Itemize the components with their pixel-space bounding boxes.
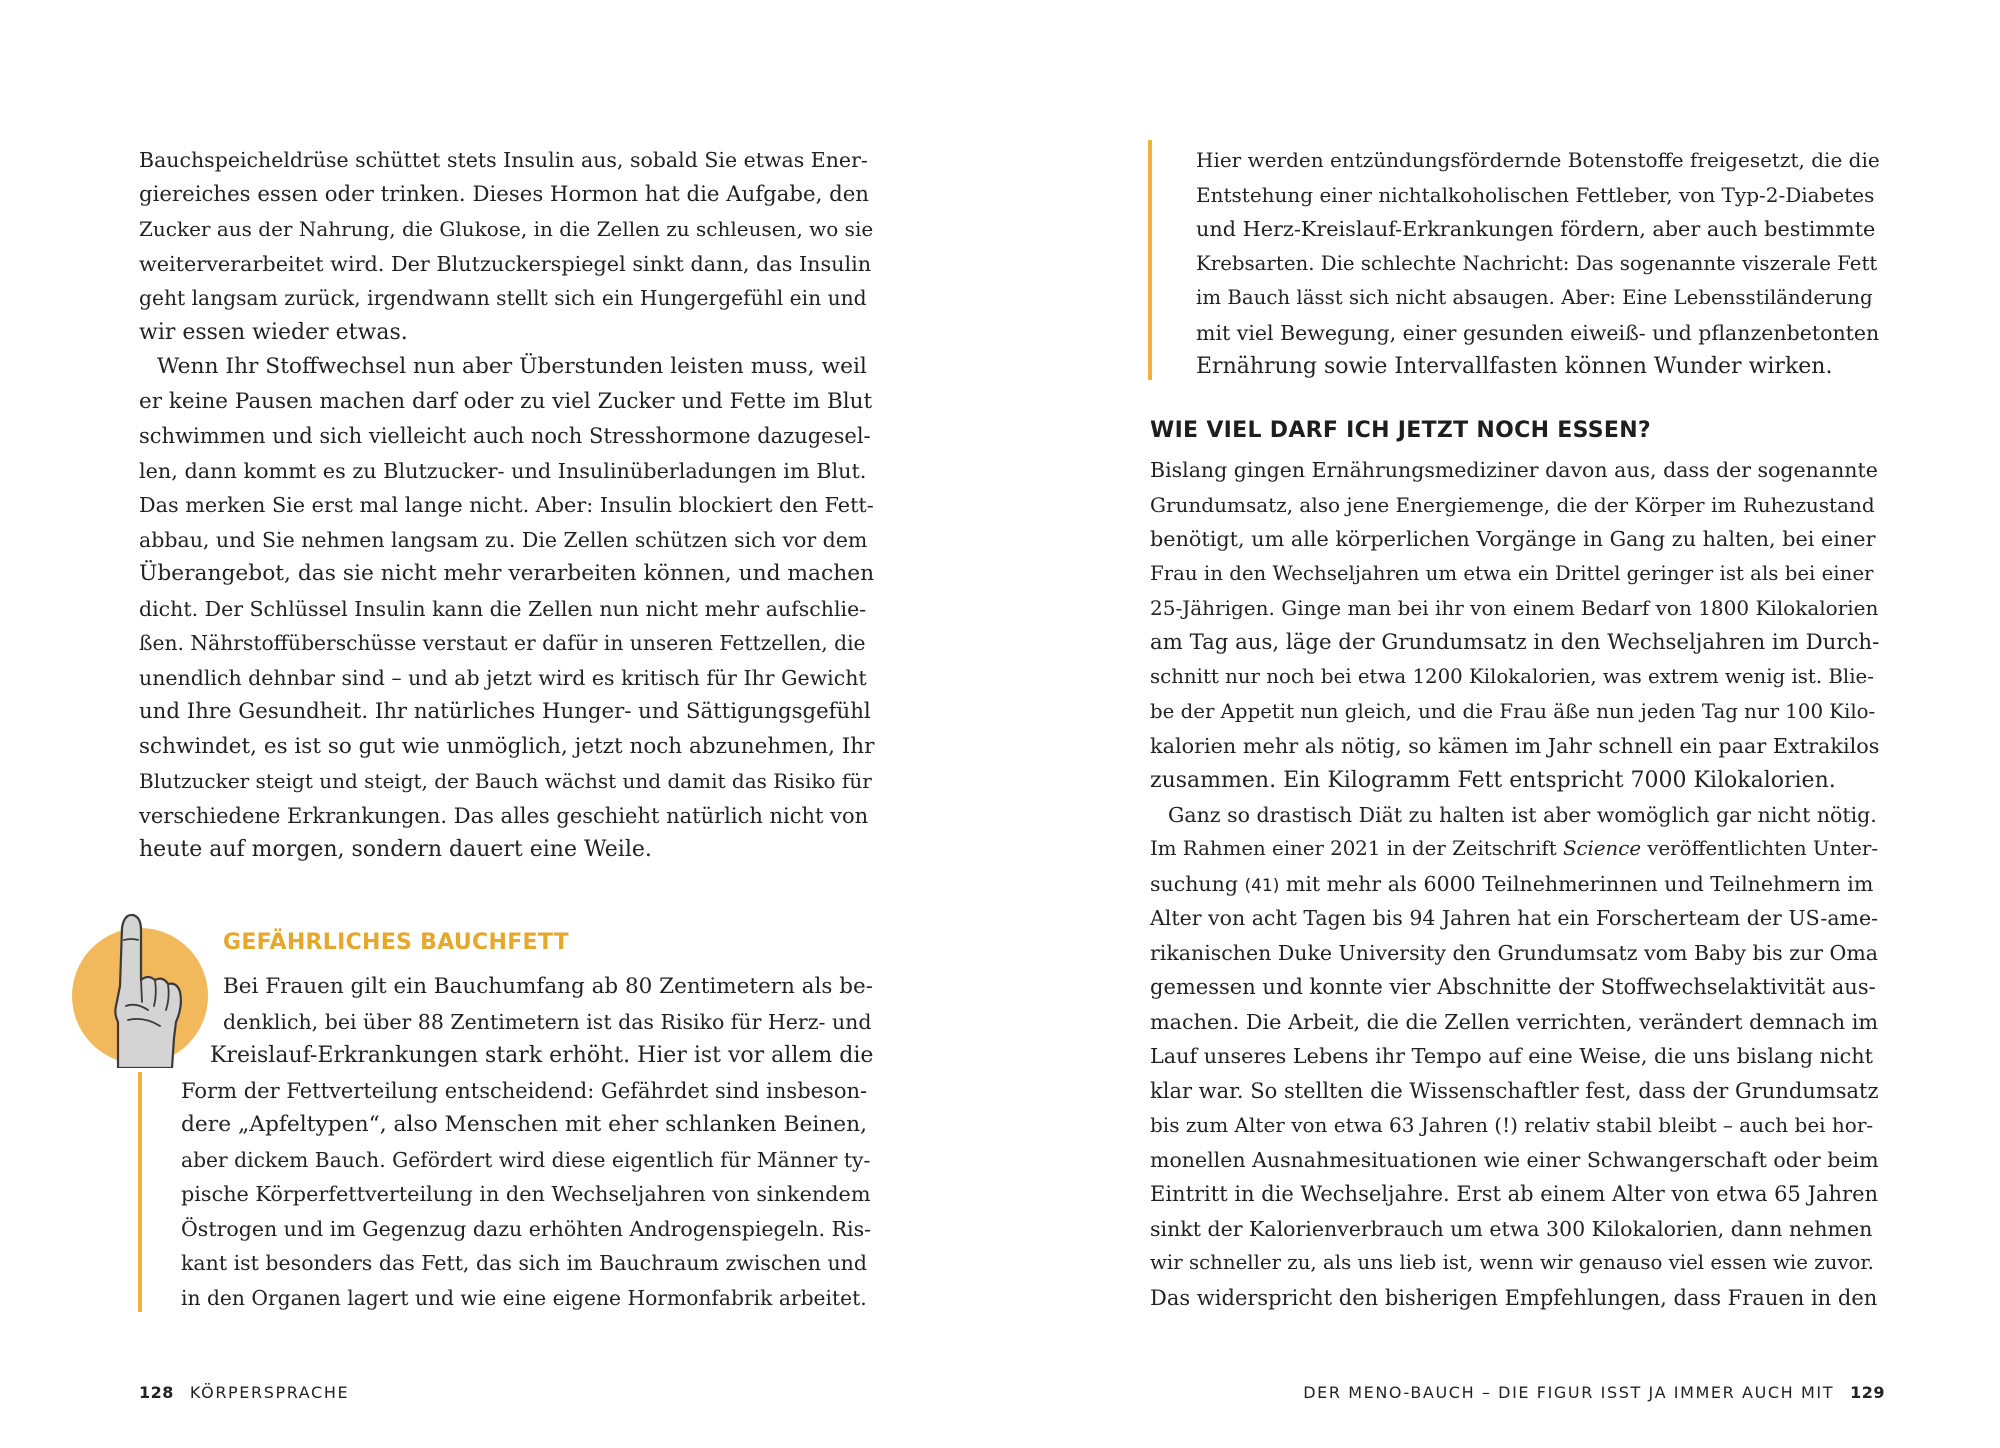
text-line: pische Körperfettverteilung in den Wechseljahren von sinkendem xyxy=(181,1182,871,1206)
text-line: im Bauch lässt sich nicht absaugen. Aber: Eine Lebensstiländerung xyxy=(1196,286,1873,309)
text-line: Frau in den Wechseljahren um etwa ein Drittel geringer ist als bei einer xyxy=(1150,561,1874,585)
text-line: gemessen und konnte vier Abschnitte der Stoffwechselaktivität aus- xyxy=(1150,975,1876,999)
text-line: Das merken Sie erst mal lange nicht. Aber: Insulin blockiert den Fett- xyxy=(139,493,874,517)
text-line: 25-Jährigen. Ginge man bei ihr von einem Bedarf von 1800 Kilokalorien xyxy=(1150,596,1879,620)
text-line: monellen Ausnahmesituationen wie einer Schwangerschaft oder beim xyxy=(1150,1147,1879,1172)
running-head: KÖRPERSPRACHE xyxy=(189,1383,350,1402)
text-line: sinkt der Kalorienverbrauch um etwa 300 Kilokalorien, dann nehmen xyxy=(1150,1216,1873,1241)
text-line: wir essen wieder etwas. xyxy=(139,319,408,345)
text-line: Alter von acht Tagen bis 94 Jahren hat ein Forscherteam der US-ame- xyxy=(1150,906,1879,930)
pointing-finger-icon xyxy=(68,910,216,1068)
text-line: er keine Pausen machen darf oder zu viel Zucker und Fette im Blut xyxy=(139,388,873,414)
box-accent-bar-right xyxy=(1148,140,1152,380)
right-footer xyxy=(1303,1381,1885,1405)
text-line: am Tag aus, läge der Grundumsatz in den Wechseljahren im Durch- xyxy=(1150,629,1880,655)
reference-number: (41) xyxy=(1244,876,1280,896)
text-line: Krebsarten. Die schlechte Nachricht: Das sogenannte viszerale Fett xyxy=(1196,251,1878,275)
text-line: machen. Die Arbeit, die die Zellen verrichten, verändert demnach im xyxy=(1150,1009,1879,1034)
text-line: Überangebot, das sie nicht mehr verarbeiten können, und machen xyxy=(139,561,875,586)
text-line: aber dickem Bauch. Gefördert wird diese eigentlich für Männer ty- xyxy=(181,1147,871,1172)
text-line: verschiedene Erkrankungen. Das alles geschieht natürlich nicht von xyxy=(139,803,869,828)
text-line: schwindet, es ist so gut wie unmöglich, jetzt noch abzunehmen, Ihr xyxy=(139,733,875,759)
text-line: geht langsam zurück, irgendwann stellt sich ein Hungergefühl ein und xyxy=(139,286,867,310)
right-page xyxy=(1000,0,2000,1448)
text-line: ßen. Nährstoffüberschüsse verstaut er dafür in unseren Fettzellen, die xyxy=(139,631,866,655)
text-line: abbau, und Sie nehmen langsam zu. Die Zellen schützen sich vor dem xyxy=(139,527,868,552)
page-number: 128 xyxy=(139,1383,174,1402)
text-line: Wenn Ihr Stoffwechsel nun aber Überstunden leisten muss, weil xyxy=(157,354,867,379)
text-line: Ernährung sowie Intervallfasten können Wunder wirken. xyxy=(1196,354,1833,379)
text-line: Lauf unseres Lebens ihr Tempo auf eine Weise, die uns bislang nicht xyxy=(1150,1044,1873,1068)
running-head: DER MENO-BAUCH – DIE FIGUR ISST JA IMMER AUCH MIT xyxy=(1303,1383,1835,1402)
text-line: in den Organen lagert und wie eine eigene Hormonfabrik arbeitet. xyxy=(181,1285,867,1310)
text-line: und Ihre Gesundheit. Ihr natürliches Hunger- und Sättigungsgefühl xyxy=(139,699,871,724)
text-line: klar war. So stellten die Wissenschaftler fest, dass der Grundumsatz xyxy=(1150,1078,1879,1103)
text-line: rikanischen Duke University den Grundumsatz vom Baby bis zur Oma xyxy=(1150,940,1878,965)
text-line: wir schneller zu, als uns lieb ist, wenn wir genauso viel essen wie zuvor. xyxy=(1150,1251,1874,1274)
text-line: denklich, bei über 88 Zentimetern ist das Risiko für Herz- und xyxy=(223,1009,872,1034)
text-line: Bei Frauen gilt ein Bauchumfang ab 80 Zentimetern als be- xyxy=(223,974,873,999)
text-line: und Herz-Kreislauf-Erkrankungen fördern, aber auch bestimmte xyxy=(1196,217,1876,241)
page-number: 129 xyxy=(1850,1383,1885,1402)
text-line: weiterverarbeitet wird. Der Blutzuckerspiegel sinkt dann, das Insulin xyxy=(139,251,872,276)
text-line: Kreislauf-Erkrankungen stark erhöht. Hier ist vor allem die xyxy=(210,1043,874,1068)
text-line: schwimmen und sich vielleicht auch noch Stresshormone dazugesel- xyxy=(139,424,871,448)
text-line: Bislang gingen Ernährungsmediziner davon aus, dass der sogenannte xyxy=(1150,458,1878,482)
text-line: bis zum Alter von etwa 63 Jahren (!) relativ stabil bleibt – auch bei hor- xyxy=(1150,1113,1874,1137)
text-line: len, dann kommt es zu Blutzucker- und Insulinüberladungen im Blut. xyxy=(139,458,867,483)
text-line: benötigt, um alle körperlichen Vorgänge in Gang zu halten, bei einer xyxy=(1150,527,1876,551)
text-line: Eintritt in die Wechseljahre. Erst ab einem Alter von etwa 65 Jahren xyxy=(1150,1182,1879,1206)
text-line: kant ist besonders das Fett, das sich im Bauchraum zwischen und xyxy=(181,1251,867,1275)
text-line: giereiches essen oder trinken. Dieses Hormon hat die Aufgabe, den xyxy=(139,181,869,207)
text-line: Zucker aus der Nahrung, die Glukose, in die Zellen zu schleusen, wo sie xyxy=(139,217,874,241)
text-line: Blutzucker steigt und steigt, der Bauch wächst und damit das Risiko für xyxy=(139,769,872,793)
text-line: Ganz so drastisch Diät zu halten ist aber womöglich gar nicht nötig. xyxy=(1168,803,1877,827)
text-line: Hier werden entzündungsfördernde Botenstoffe freigesetzt, die die xyxy=(1196,148,1880,172)
section-heading: WIE VIEL DARF ICH JETZT NOCH ESSEN? xyxy=(1150,418,1651,443)
text-line: dere „Apfeltypen“, also Menschen mit eher schlanken Beinen, xyxy=(181,1112,868,1137)
text-line: zusammen. Ein Kilogramm Fett entspricht 7000 Kilokalorien. xyxy=(1150,767,1836,793)
text-line: Entstehung einer nichtalkoholischen Fettleber, von Typ-2-Diabetes xyxy=(1196,182,1875,207)
text-line: Form der Fettverteilung entscheidend: Gefährdet sind insbeson- xyxy=(181,1078,868,1103)
journal-title: Science xyxy=(1562,837,1642,860)
text-line: schnitt nur noch bei etwa 1200 Kilokalorien, was extrem wenig ist. Blie- xyxy=(1150,665,1874,688)
text-line: Im Rahmen einer 2021 in der Zeitschrift Science veröffentlichten Unter- xyxy=(1150,837,1878,860)
box-heading: GEFÄHRLICHES BAUCHFETT xyxy=(223,930,569,955)
text-line: Das widerspricht den bisherigen Empfehlungen, dass Frauen in den xyxy=(1150,1285,1878,1310)
box-accent-bar-left xyxy=(138,1072,142,1312)
text-line: Östrogen und im Gegenzug dazu erhöhten Androgenspiegeln. Ris- xyxy=(181,1216,872,1241)
left-footer xyxy=(139,1381,349,1405)
text-line: be der Appetit nun gleich, und die Frau äße nun jeden Tag nur 100 Kilo- xyxy=(1150,699,1876,723)
text-line: kalorien mehr als nötig, so kämen im Jahr schnell ein paar Extrakilos xyxy=(1150,734,1880,758)
text-line: suchung (41) mit mehr als 6000 Teilnehmerinnen und Teilnehmern im xyxy=(1150,872,1874,896)
text-line: mit viel Bewegung, einer gesunden eiweiß- und pflanzenbetonten xyxy=(1196,320,1880,345)
text-line: Grundumsatz, also jene Energiemenge, die der Körper im Ruhezustand xyxy=(1150,492,1875,517)
text-line: Bauchspeicheldrüse schüttet stets Insulin aus, sobald Sie etwas Ener- xyxy=(139,148,868,172)
text-line: heute auf morgen, sondern dauert eine Weile. xyxy=(139,837,652,862)
text-line: unendlich dehnbar sind – und ab jetzt wird es kritisch für Ihr Gewicht xyxy=(139,665,867,690)
text-line: dicht. Der Schlüssel Insulin kann die Zellen nun nicht mehr aufschlie- xyxy=(139,596,867,621)
